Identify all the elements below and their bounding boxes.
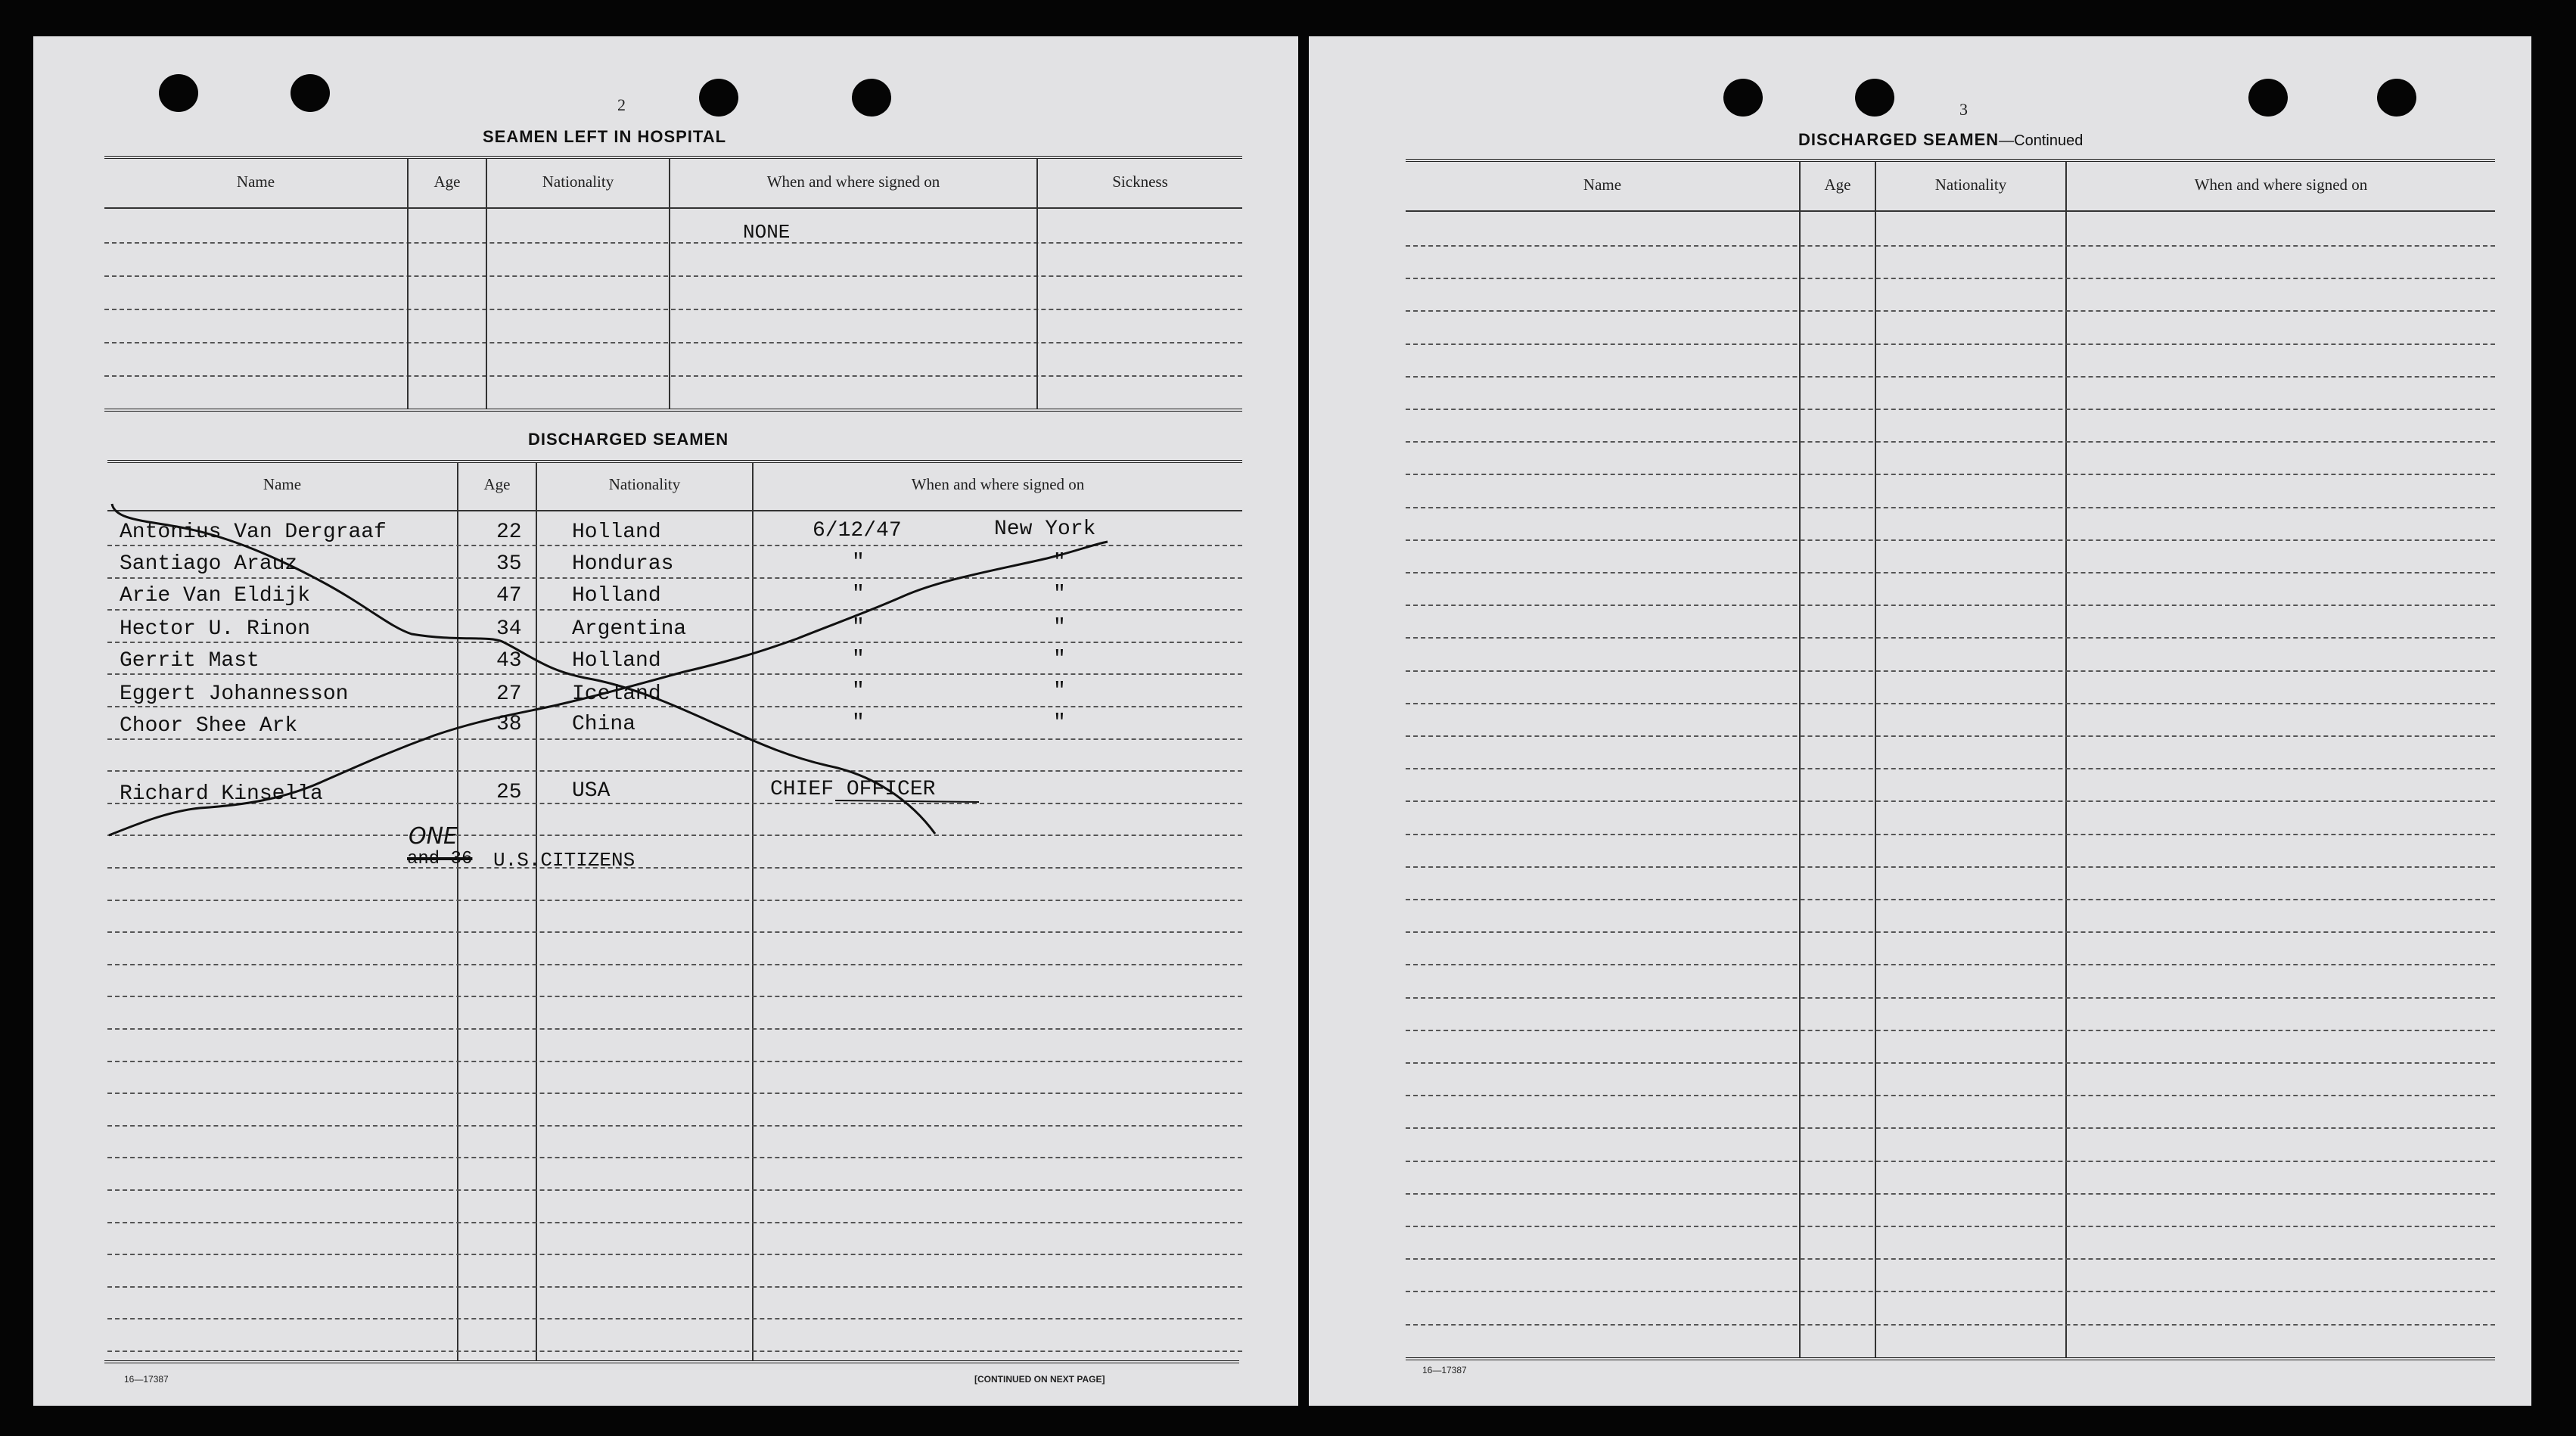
row-age: 25 <box>496 781 522 804</box>
ruled-line <box>1406 409 2495 410</box>
ruled-line <box>107 642 1242 643</box>
punch-hole <box>2377 79 2416 117</box>
ruled-line <box>1406 866 2495 868</box>
row-date: 6/12/47 <box>813 519 902 542</box>
ruled-line <box>107 673 1242 675</box>
ruled-line <box>107 1222 1242 1223</box>
row-date: " <box>852 616 865 639</box>
ruled-line <box>1406 834 2495 835</box>
hospital-entry: NONE <box>743 221 791 244</box>
row-place: " <box>1053 616 1066 639</box>
row-nationality: USA <box>572 779 611 803</box>
col-header-signed-on: When and where signed on <box>766 173 940 191</box>
ruled-line <box>1406 1193 2495 1195</box>
row-place: " <box>1053 551 1066 574</box>
ruled-line <box>1406 474 2495 475</box>
ruled-line <box>1406 703 2495 704</box>
row-name: Hector U. Rinon <box>120 617 311 641</box>
ruled-line <box>107 545 1242 546</box>
punch-hole <box>2248 79 2288 117</box>
ruled-line <box>1406 1291 2495 1292</box>
ruled-line <box>1406 343 2495 345</box>
row-name: Gerrit Mast <box>120 649 259 673</box>
col-header-name: Name <box>263 475 302 493</box>
ruled-line <box>1406 245 2495 247</box>
punch-hole <box>699 79 738 117</box>
ruled-line <box>1406 310 2495 312</box>
ruled-line <box>107 738 1242 740</box>
row-date: " <box>852 679 865 703</box>
ruled-line <box>107 1318 1242 1319</box>
row-date: " <box>852 648 865 671</box>
ruled-line <box>1406 1258 2495 1260</box>
hospital-section-title: SEAMEN LEFT IN HOSPITAL <box>483 127 727 146</box>
row-age: 35 <box>496 552 522 576</box>
ruled-line <box>107 835 1242 836</box>
ruled-line <box>1406 899 2495 900</box>
ruled-line <box>107 1061 1242 1062</box>
col-header-age: Age <box>483 475 511 493</box>
punch-hole <box>159 74 198 112</box>
punch-hole <box>291 74 330 112</box>
row-age: 34 <box>496 617 522 641</box>
ruled-line <box>107 577 1242 579</box>
col-header-signed-on: When and where signed on <box>911 475 1085 493</box>
col-header-age: Age <box>433 173 461 191</box>
ruled-line <box>107 964 1242 965</box>
ruled-line <box>1406 441 2495 443</box>
row-nationality: Iceland <box>572 682 661 706</box>
page-number: 2 <box>617 95 626 114</box>
ruled-line <box>1406 1030 2495 1031</box>
row-name: Arie Van Eldijk <box>120 584 311 608</box>
col-header-sickness: Sickness <box>1112 173 1168 191</box>
ruled-line <box>1406 376 2495 378</box>
ruled-line <box>107 1189 1242 1191</box>
handwritten-count: ONE <box>409 823 458 850</box>
row-place: New York <box>994 518 1096 541</box>
continued-note: [CONTINUED ON NEXT PAGE] <box>974 1374 1105 1385</box>
citizens-label: U.S.CITIZENS <box>493 849 635 872</box>
ruled-line <box>1406 278 2495 279</box>
ruled-line <box>107 1125 1242 1127</box>
ruled-line <box>1406 800 2495 802</box>
ruled-line <box>1406 768 2495 769</box>
ruled-line <box>107 1093 1242 1094</box>
col-header-name: Name <box>236 173 275 191</box>
page-number: 3 <box>1959 100 1968 119</box>
row-date: CHIEF OFFICER <box>770 778 936 801</box>
form-number: 16—17387 <box>124 1374 169 1385</box>
ruled-line <box>1406 605 2495 606</box>
row-date: " <box>852 711 865 735</box>
ruled-line <box>107 1254 1242 1255</box>
ruled-line <box>1406 1161 2495 1162</box>
ruled-line <box>1406 572 2495 573</box>
discharged-continued-title <box>1798 130 2083 150</box>
ruled-line <box>107 931 1242 933</box>
row-nationality: Holland <box>572 649 661 673</box>
col-header-name: Name <box>1583 176 1622 194</box>
ruled-line <box>1406 964 2495 965</box>
ruled-line <box>107 770 1242 772</box>
punch-hole <box>852 79 891 117</box>
ruled-line <box>107 1157 1242 1158</box>
struck-count: and 36 <box>407 849 473 869</box>
punch-hole <box>1723 79 1763 117</box>
row-name: Santiago Arauz <box>120 552 298 576</box>
ruled-line <box>1406 1226 2495 1227</box>
punch-hole <box>1855 79 1894 117</box>
ruled-line <box>1406 670 2495 672</box>
title-continued: —Continued <box>1999 132 2083 149</box>
ruled-line <box>1406 1062 2495 1064</box>
ruled-line <box>107 609 1242 611</box>
row-age: 38 <box>496 713 522 736</box>
row-place: " <box>1053 711 1066 735</box>
ruled-line <box>107 900 1242 901</box>
row-date: " <box>852 583 865 606</box>
ruled-line <box>1406 1324 2495 1326</box>
row-nationality: Honduras <box>572 552 674 576</box>
ruled-line <box>107 867 1242 869</box>
row-age: 43 <box>496 649 522 673</box>
form-number: 16—17387 <box>1422 1365 1467 1375</box>
row-age: 27 <box>496 682 522 706</box>
ruled-line <box>1406 997 2495 999</box>
row-nationality: Holland <box>572 584 661 608</box>
ruled-line <box>1406 637 2495 639</box>
ruled-line <box>1406 735 2495 737</box>
ruled-line <box>1406 931 2495 933</box>
row-name: Antonius Van Dergraaf <box>120 521 387 544</box>
row-age: 47 <box>496 584 522 608</box>
col-header-nationality: Nationality <box>608 475 681 493</box>
ruled-line <box>107 1286 1242 1288</box>
row-place: " <box>1053 648 1066 671</box>
ruled-line <box>1406 1127 2495 1129</box>
ruled-line <box>107 996 1242 997</box>
ruled-line <box>107 1028 1242 1030</box>
discharged-section-title: DISCHARGED SEAMEN <box>528 430 729 449</box>
title-main: DISCHARGED SEAMEN <box>1798 130 2000 149</box>
row-place: " <box>1053 679 1066 703</box>
ruled-line <box>1406 539 2495 541</box>
row-nationality: Argentina <box>572 617 687 641</box>
left-page <box>33 36 1298 1406</box>
col-header-signed-on: When and where signed on <box>2194 176 2368 194</box>
row-name: Eggert Johannesson <box>120 682 349 706</box>
row-date: " <box>852 551 865 574</box>
row-nationality: Holland <box>572 521 661 544</box>
row-age: 22 <box>496 521 522 544</box>
col-header-nationality: Nationality <box>542 173 614 191</box>
ruled-line <box>107 1351 1242 1352</box>
row-place: " <box>1053 583 1066 606</box>
right-page <box>1309 36 2531 1406</box>
ruled-line <box>107 706 1242 707</box>
col-header-age: Age <box>1824 176 1851 194</box>
ruled-line <box>1406 1095 2495 1096</box>
ruled-line <box>1406 507 2495 508</box>
row-name: Choor Shee Ark <box>120 714 298 738</box>
row-nationality: China <box>572 713 636 736</box>
col-header-nationality: Nationality <box>1934 176 2007 194</box>
row-name: Richard Kinsella <box>120 782 323 806</box>
